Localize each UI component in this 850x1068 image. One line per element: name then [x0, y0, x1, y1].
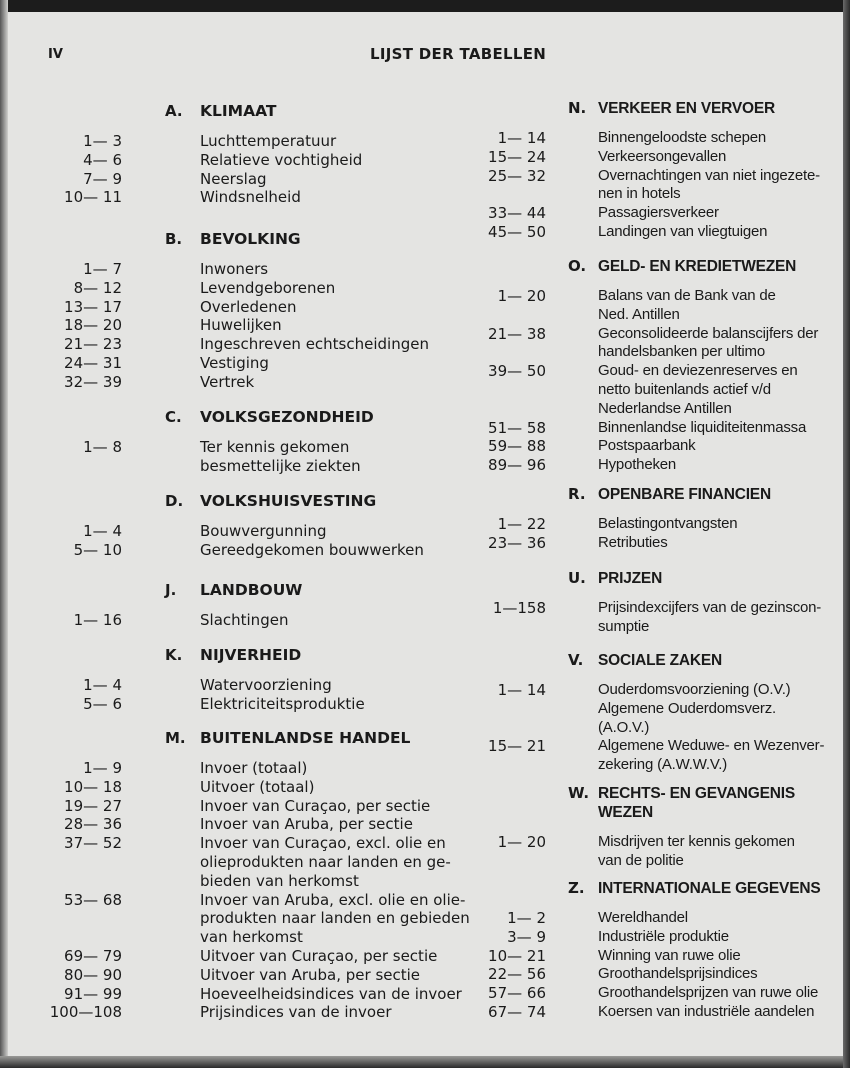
- description-line: handelsbanken per ultimo: [598, 343, 765, 361]
- table-description: [598, 928, 729, 947]
- table-number-range: 28— 36: [64, 815, 122, 834]
- table-number-range: 5— 6: [83, 694, 122, 713]
- table-description: [200, 541, 424, 560]
- table-description: [598, 681, 790, 737]
- description-line: Inwoners: [200, 260, 269, 278]
- table-description: [598, 223, 767, 242]
- section-title: [598, 651, 722, 670]
- description-line: Huwelijken: [200, 316, 282, 335]
- table-description: [598, 204, 719, 223]
- section-letter: Z.: [568, 879, 585, 897]
- table-number-range: 33— 44: [488, 204, 546, 223]
- table-description: [598, 515, 737, 534]
- description-line: Balans van de Bank van de: [598, 287, 776, 304]
- description-line: Geconsolideerde balanscijfers der: [598, 324, 819, 342]
- section-letter: A.: [165, 102, 183, 120]
- table-description: [598, 456, 676, 475]
- section-title: [200, 646, 301, 665]
- table-number-range: 25— 32: [488, 166, 546, 185]
- table-number-range: 4— 6: [83, 150, 122, 169]
- description-line: Relatieve vochtigheid: [200, 150, 363, 169]
- table-description: [200, 797, 430, 816]
- description-line: bieden van herkomst: [200, 871, 359, 890]
- description-line: Uitvoer van Curaçao, per sectie: [200, 946, 438, 965]
- section-title: [200, 492, 376, 511]
- description-line: Ingeschreven echtscheidingen: [200, 335, 429, 354]
- table-number-range: 32— 39: [64, 372, 122, 391]
- table-description: [200, 695, 365, 714]
- description-line: Ned. Antillen: [598, 305, 680, 323]
- section-title-line: NIJVERHEID: [200, 646, 302, 664]
- description-line: Binnengeloodste schepen: [598, 129, 767, 146]
- table-number-range: 53— 68: [64, 890, 122, 909]
- table-number-range: 1— 14: [497, 129, 546, 147]
- description-line: Koersen van industriële aandelen: [598, 1002, 815, 1020]
- description-line: Ter kennis gekomen: [200, 438, 350, 456]
- description-line: Verkeersongevallen: [598, 147, 727, 165]
- section-title: [598, 879, 820, 898]
- description-line: van de politie: [598, 851, 684, 869]
- section-title-line: OPENBARE FINANCIEN: [598, 486, 771, 503]
- table-description: [598, 287, 776, 325]
- section-title-line: VERKEER EN VERVOER: [598, 100, 775, 117]
- section-letter: B.: [165, 230, 183, 248]
- table-description: [598, 362, 798, 418]
- table-description: [200, 522, 327, 541]
- scan-right-edge: [843, 0, 850, 1068]
- section-title: [598, 99, 775, 118]
- table-number-range: 1— 7: [83, 260, 122, 278]
- section-letter: J.: [165, 581, 177, 599]
- section-title: [598, 569, 662, 588]
- table-number-range: 7— 9: [83, 169, 122, 188]
- table-number-range: 80— 90: [64, 965, 122, 984]
- table-description: [598, 947, 741, 966]
- table-number-range: 1— 9: [83, 759, 122, 777]
- table-description: [598, 599, 821, 637]
- table-description: [200, 316, 282, 335]
- table-number-range: 19— 27: [64, 796, 122, 815]
- table-description: [200, 298, 296, 317]
- table-number-range: 1— 4: [83, 676, 122, 694]
- table-description: [200, 891, 470, 947]
- table-number-range: 18— 20: [64, 316, 122, 335]
- description-line: Watervoorziening: [200, 676, 332, 694]
- table-number-range: 22— 56: [488, 965, 546, 984]
- table-description: [200, 132, 336, 151]
- table-number-range: 21— 38: [488, 324, 546, 343]
- description-line: Windsnelheid: [200, 188, 301, 207]
- section-title: [598, 485, 771, 504]
- description-line: Binnenlandse liquiditeitenmassa: [598, 418, 807, 436]
- section-letter: N.: [568, 99, 587, 117]
- table-description: [598, 737, 824, 775]
- table-number-range: 89— 96: [488, 456, 546, 475]
- description-line: van herkomst: [200, 928, 303, 947]
- description-line: netto buitenlands actief v/d: [598, 380, 771, 398]
- description-line: Passagiersverkeer: [598, 204, 719, 222]
- table-description: [598, 325, 818, 363]
- description-line: Bouwvergunning: [200, 522, 327, 540]
- section-title-line: LANDBOUW: [200, 581, 303, 599]
- table-description: [200, 354, 269, 373]
- description-line: Overnachtingen van niet ingezete-: [598, 166, 820, 184]
- table-number-range: 1— 3: [83, 132, 122, 150]
- description-line: (A.O.V.): [598, 718, 650, 736]
- description-line: Slachtingen: [200, 611, 289, 629]
- table-description: [200, 759, 307, 778]
- section-title-line: INTERNATIONALE GEGEVENS: [598, 880, 821, 897]
- description-line: Uitvoer van Aruba, per sectie: [200, 965, 421, 984]
- table-number-range: 21— 23: [64, 335, 122, 354]
- table-number-range: 24— 31: [64, 353, 122, 372]
- table-description: [598, 984, 818, 1003]
- table-description: [200, 151, 362, 170]
- description-line: Belastingontvangsten: [598, 515, 738, 532]
- table-number-range: 1— 20: [497, 287, 546, 305]
- table-number-range: 5— 10: [73, 540, 122, 559]
- description-line: Invoer (totaal): [200, 759, 308, 777]
- description-line: Vertrek: [200, 372, 255, 391]
- page-number: IV: [48, 47, 63, 62]
- table-description: [598, 534, 668, 553]
- table-description: [200, 985, 462, 1004]
- description-line: Prijsindices van de invoer: [200, 1003, 392, 1022]
- table-number-range: 15— 21: [488, 737, 546, 756]
- section-title: [200, 729, 410, 748]
- section-title-line: RECHTS- EN GEVANGENIS: [598, 785, 796, 802]
- section-letter: O.: [568, 257, 587, 275]
- description-line: Retributies: [598, 533, 668, 551]
- section-title-line: KLIMAAT: [200, 102, 277, 120]
- description-line: Hypotheken: [598, 456, 677, 474]
- section-letter: K.: [165, 646, 183, 664]
- section-letter: V.: [568, 651, 584, 669]
- table-description: [200, 373, 254, 392]
- description-line: olieprodukten naar landen en ge-: [200, 852, 451, 871]
- table-description: [598, 909, 688, 928]
- table-description: [200, 438, 361, 476]
- description-line: Groothandelsprijzen van ruwe olie: [598, 984, 819, 1002]
- table-description: [200, 188, 301, 207]
- scan-top-border: [0, 0, 850, 12]
- table-number-range: 37— 52: [64, 834, 122, 853]
- table-number-range: 69— 79: [64, 946, 122, 965]
- section-title: [200, 102, 276, 121]
- description-line: Algemene Ouderdomsverz.: [598, 699, 776, 717]
- table-number-range: 45— 50: [488, 222, 546, 241]
- table-number-range: 1— 2: [507, 909, 546, 927]
- table-description: [200, 170, 267, 189]
- table-number-range: 1— 8: [83, 438, 122, 456]
- table-number-range: 1— 20: [497, 833, 546, 851]
- table-description: [200, 815, 413, 834]
- table-number-range: 100—108: [49, 1003, 122, 1022]
- table-number-range: 8— 12: [73, 278, 122, 297]
- table-number-range: 10— 21: [488, 946, 546, 965]
- description-line: Landingen van vliegtuigen: [598, 222, 768, 240]
- section-title-line: VOLKSGEZONDHEID: [200, 408, 374, 426]
- table-description: [598, 965, 757, 984]
- table-description: [200, 966, 420, 985]
- description-line: Goud- en deviezenreserves en: [598, 362, 798, 380]
- table-number-range: 23— 36: [488, 533, 546, 552]
- table-description: [200, 260, 268, 279]
- section-letter: M.: [165, 729, 186, 747]
- description-line: sumptie: [598, 617, 650, 635]
- description-line: Groothandelsprijsindices: [598, 965, 758, 983]
- section-letter: C.: [165, 408, 182, 426]
- table-description: [598, 148, 726, 167]
- table-description: [200, 834, 451, 890]
- description-line: nen in hotels: [598, 185, 681, 203]
- section-title-line: BEVOLKING: [200, 230, 301, 248]
- description-line: Luchttemperatuur: [200, 132, 337, 150]
- table-number-range: 1— 14: [497, 681, 546, 699]
- description-line: Levendgeborenen: [200, 278, 336, 297]
- table-description: [598, 437, 695, 456]
- description-line: Nederlandse Antillen: [598, 399, 732, 417]
- description-line: Elektriciteitsproduktie: [200, 694, 365, 713]
- table-description: [200, 947, 437, 966]
- table-number-range: 67— 74: [488, 1002, 546, 1021]
- table-number-range: 57— 66: [488, 984, 546, 1003]
- table-description: [598, 419, 806, 438]
- section-title: [200, 581, 302, 600]
- table-description: [598, 833, 795, 871]
- table-number-range: 10— 11: [64, 188, 122, 207]
- description-line: Gereedgekomen bouwwerken: [200, 540, 424, 559]
- table-number-range: 1—158: [492, 599, 546, 617]
- description-line: Misdrijven ter kennis gekomen: [598, 833, 795, 850]
- description-line: Industriële produktie: [598, 927, 729, 945]
- table-number-range: 1— 22: [497, 515, 546, 533]
- section-title: [598, 257, 796, 276]
- scan-bottom-border: [0, 1056, 850, 1068]
- section-letter: U.: [568, 569, 586, 587]
- description-line: Invoer van Aruba, per sectie: [200, 815, 413, 834]
- section-letter: R.: [568, 485, 586, 503]
- section-title: [200, 408, 374, 427]
- page-title: LIJST DER TABELLEN: [370, 45, 547, 63]
- table-number-range: 10— 18: [64, 777, 122, 796]
- section-title: [200, 230, 301, 249]
- description-line: Ouderdomsvoorziening (O.V.): [598, 681, 791, 698]
- table-number-range: 91— 99: [64, 984, 122, 1003]
- description-line: produkten naar landen en gebieden: [200, 909, 470, 928]
- description-line: Uitvoer (totaal): [200, 777, 315, 796]
- section-title-line: GELD- EN KREDIETWEZEN: [598, 258, 797, 275]
- description-line: Hoeveelheidsindices van de invoer: [200, 984, 462, 1003]
- description-line: besmettelijke ziekten: [200, 456, 361, 475]
- description-line: Algemene Weduwe- en Wezenver-: [598, 737, 825, 755]
- description-line: Prijsindexcijfers van de gezinscon-: [598, 599, 822, 616]
- table-number-range: 59— 88: [488, 437, 546, 456]
- table-number-range: 1— 4: [83, 522, 122, 540]
- table-description: [200, 335, 429, 354]
- section-title-line: PRIJZEN: [598, 570, 663, 587]
- description-line: Vestiging: [200, 353, 269, 372]
- table-number-range: 13— 17: [64, 297, 122, 316]
- description-line: zekering (A.W.W.V.): [598, 756, 728, 774]
- table-description: [598, 1003, 814, 1022]
- table-number-range: 51— 58: [488, 418, 546, 437]
- description-line: Invoer van Curaçao, per sectie: [200, 796, 431, 815]
- table-description: [200, 778, 314, 797]
- table-description: [200, 1003, 392, 1022]
- section-title-line: SOCIALE ZAKEN: [598, 652, 722, 669]
- table-description: [598, 167, 820, 205]
- scan-left-edge: [0, 0, 8, 1068]
- table-description: [200, 279, 335, 298]
- section-title: [598, 784, 795, 822]
- section-title-line: VOLKSHUISVESTING: [200, 492, 377, 510]
- table-description: [598, 129, 766, 148]
- section-title-line: BUITENLANDSE HANDEL: [200, 729, 411, 747]
- section-letter: D.: [165, 492, 184, 510]
- table-number-range: 15— 24: [488, 147, 546, 166]
- section-letter: W.: [568, 784, 590, 802]
- section-title-line: WEZEN: [598, 804, 653, 821]
- description-line: Postspaarbank: [598, 437, 696, 455]
- table-description: [200, 676, 332, 695]
- description-line: Overledenen: [200, 297, 297, 316]
- description-line: Wereldhandel: [598, 909, 688, 926]
- description-line: Neerslag: [200, 169, 267, 188]
- table-description: [200, 611, 288, 630]
- description-line: Invoer van Curaçao, excl. olie en: [200, 834, 446, 853]
- description-line: Invoer van Aruba, excl. olie en olie-: [200, 890, 466, 909]
- table-number-range: 1— 16: [73, 611, 122, 629]
- table-number-range: 3— 9: [507, 927, 546, 946]
- table-number-range: 39— 50: [488, 362, 546, 381]
- description-line: Winning van ruwe olie: [598, 946, 741, 964]
